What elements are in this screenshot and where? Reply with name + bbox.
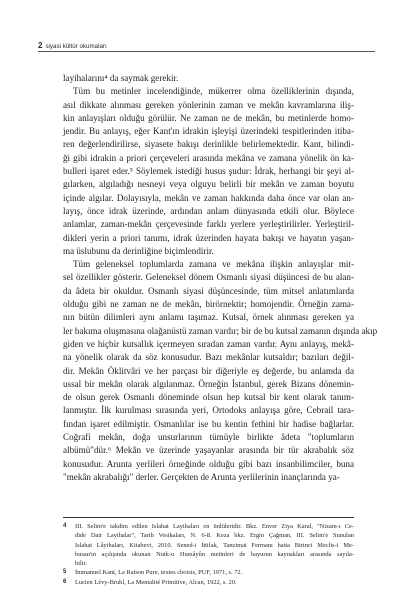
text-line: ussal bir mekân olarak algılanmaz. Örneğin İstanbul, gerek Bizans dönemin- bbox=[63, 378, 354, 389]
text-line: dikleri yerin a priori tanımı, idrak üzerinden hayata bakışı ve hayatın yaşan- bbox=[63, 232, 354, 243]
text-line: ren değerlendirilirse, siyasete bakışı derinlikle belirlemektedir. Kant, bilindi- bbox=[63, 139, 354, 150]
text-line: anlamlar, zaman-mekân çerçevesinde farklı yerlere yerleştirilirler. Yerleştiril- bbox=[63, 219, 354, 230]
text-line: bulleri işaret eder.⁵ Söylemek istediği husus şudur: İdrak, herhangi bir şeyi al- bbox=[63, 166, 354, 177]
running-title: siyasi kültür okumaları bbox=[45, 43, 107, 50]
footnote-number: 6 bbox=[63, 578, 67, 585]
text-line: fından işaret edilmiştir. Osmanlılar ise bu kentin fethini bir hadise bağlarlar. bbox=[63, 418, 354, 429]
text-line: konusudur. Arunta yerlileri örneğinde olduğu gibi bazı insanbilimciler, buna bbox=[63, 458, 354, 469]
text-line: da âdeta bir okuldur. Osmanlı siyasi düşüncesinde, tüm mitsel anlatımlarda bbox=[63, 285, 354, 296]
text-line: albümü"dür.⁶ Mekân ve üzerinde yaşayanlar arasında bir tür akrabalık söz bbox=[63, 445, 354, 456]
text-line: lanmıştır. İlk kurulması sırasında yeri, Ortodoks anlayışa göre, Cebrail tara- bbox=[63, 405, 354, 416]
footnote-line: İmmanuel Kant, La Raison Pure, textes choisis, PUF, 1971, s. 72. bbox=[75, 569, 243, 577]
footnote-line: bilir. bbox=[75, 560, 87, 568]
footnote-line: Lucien Lévy-Bruhl, La Mentalité Primitive, Alcan, 1922, s. 20. bbox=[75, 578, 237, 586]
text-line: ği gibi idrakin a priori çerçeveleri arasında mekâna ve zamana yönelik ön ka- bbox=[63, 152, 354, 163]
footnote-number: 5 bbox=[63, 569, 67, 576]
body-text bbox=[63, 72, 378, 484]
footnote-line: dide Dair Layihalar", Tarih Vesikaları, N. 6-8. Keza bkz. Ergin Çağman, III. Selim'e Sunulan bbox=[75, 532, 354, 540]
footnote-line: busan'ın açılışında okunan Nutk-u Humâyûn metinleri de bayurun kaynakları arasında sayıla- bbox=[75, 550, 354, 558]
text-line: asıl dikkate alınması gereken yönlerinin zaman ve mekân kavramlarına iliş- bbox=[63, 99, 354, 110]
paragraph bbox=[63, 72, 354, 85]
footnote bbox=[63, 578, 354, 587]
text-line: dir. Mekân Öklitvâri ve her parçası bir diğeriyle eş değerde, bu anlamda da bbox=[63, 365, 354, 376]
text-line: Tüm geleneksel toplumlarda zamana ve mekâna ilişkin anlayışlar mit- bbox=[73, 259, 354, 270]
text-line: layış, önce idrak üzerinde, ardından anlam dünyasında etkili olur. Böylece bbox=[63, 205, 354, 216]
text-line: de olsun gerek Osmanlı döneminde olsun hep kutsal bir kent olarak tanım- bbox=[63, 392, 354, 403]
text-line: sel özellikler gösterir. Geleneksel dönem Osmanlı siyasi düşüncesi de bu alan- bbox=[63, 272, 354, 283]
footnote-line: Islahat Lâyihaları, Kitabevi, 2010. Sened-i İttifak, Tanzimat Fermanı hatta Birinci Meclis-i Me- bbox=[75, 541, 354, 549]
text-line: nın bütün dilimleri aynı anlamı taşımaz. Kutsal, örnek alınması gereken ya bbox=[63, 312, 354, 323]
paragraph bbox=[63, 258, 378, 484]
text-line: Tüm bu metinler incelendiğinde, mükerrer olma özelliklerinin dışında, bbox=[73, 86, 354, 97]
running-header bbox=[38, 41, 373, 50]
footnote-separator bbox=[63, 517, 354, 518]
text-line: gılarken, algıladığı nesneyi veya olguyu belirli bir mekân ve zaman boyutu bbox=[63, 179, 354, 190]
text-line: ler bakıma oluşmasına olağanüstü zaman vardır; bir de bu kutsal zamanın dışında akıp bbox=[63, 325, 378, 336]
footnote bbox=[63, 522, 354, 568]
text-line: jendir. Bu anlayış, eğer Kant'ın idrakin işleyişi üzerindeki tespitlerinden itiba- bbox=[63, 126, 354, 137]
text-line: Coğrafi mekân, doğa unsurlarının tümüyle birlikte âdeta "toplumların bbox=[63, 432, 354, 443]
footnote bbox=[63, 568, 354, 577]
footnote-number: 4 bbox=[63, 523, 67, 529]
text-line: içinde algılar. Dolayısıyla, mekân ve zaman hakkında daha önce var olan an- bbox=[63, 192, 354, 203]
text-line: ma üslubunu da derinliğine biçimlendirir. bbox=[63, 245, 214, 256]
text-line: "mekân akrabalığı" derler. Gerçekten de Arunta yerlilerinin inançlarında ya- bbox=[63, 471, 340, 482]
text-line: layihalarını⁴ da saymak gerekir. bbox=[63, 73, 179, 83]
page-number: 2 bbox=[38, 41, 43, 50]
text-line: kin anlayışları olduğu görülür. Ne zaman ne de mekân, bu metinlerde homo- bbox=[63, 112, 354, 123]
footnotes bbox=[63, 522, 354, 587]
text-line: giden ve hiçbir kutsallık içermeyen sıradan zaman vardır. Aynı anlayış, mekâ- bbox=[63, 338, 354, 349]
paragraph bbox=[63, 85, 354, 258]
header-rule bbox=[38, 51, 375, 52]
text-line: na yönelik olarak da söz konusudur. Bazı mekânlar kutsaldır; bazıları değil- bbox=[63, 352, 354, 363]
text-line: olduğu gibi ne zaman ne de mekân, birörnektir; homojendir. Örneğin zama- bbox=[63, 299, 354, 310]
footnote-line: III. Selim'e takdim edilen Islahat Layihaları en ünlüleridir. Bkz. Enver Ziya Karal, "Nizam-ı Ce- bbox=[75, 523, 354, 530]
